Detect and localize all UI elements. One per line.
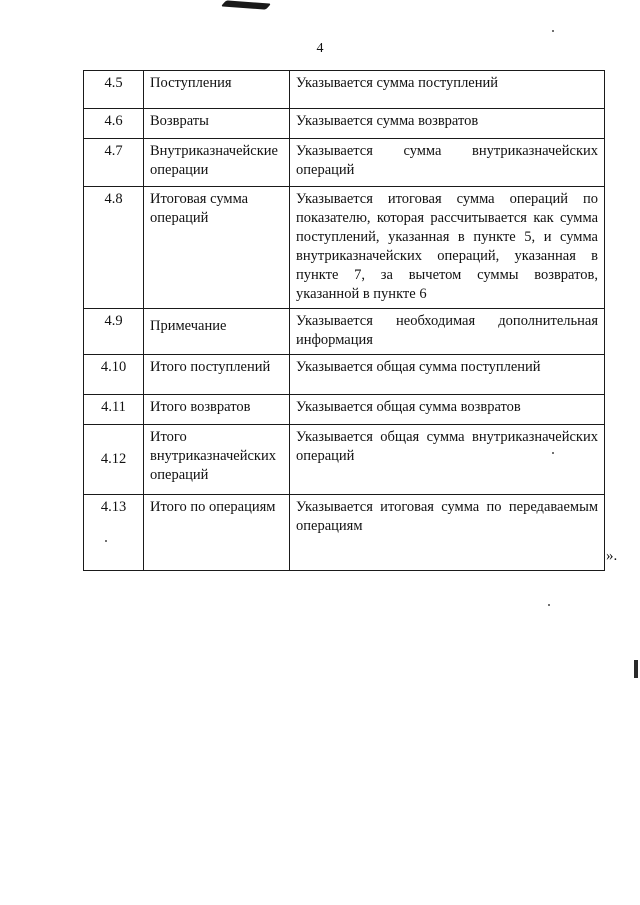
table-row bbox=[84, 495, 605, 571]
row-number: 4.6 bbox=[84, 109, 144, 139]
row-number: 4.7 bbox=[84, 139, 144, 187]
row-number: 4.13 bbox=[84, 495, 144, 571]
table-row bbox=[84, 395, 605, 425]
row-name: Итого возвратов bbox=[144, 395, 290, 425]
row-description: Указывается сумма поступлений bbox=[290, 71, 605, 109]
row-number: 4.11 bbox=[84, 395, 144, 425]
page-number: 4 bbox=[316, 41, 324, 56]
row-number: 4.10 bbox=[84, 355, 144, 395]
table-row bbox=[84, 71, 605, 109]
scan-mark-top bbox=[221, 0, 272, 9]
row-description: Указывается общая сумма возвратов bbox=[290, 395, 605, 425]
row-name: Итоговая сумма операций bbox=[144, 187, 290, 309]
table-row bbox=[84, 109, 605, 139]
row-description: Указывается сумма внутриказначейских операций bbox=[290, 139, 605, 187]
row-number: 4.5 bbox=[84, 71, 144, 109]
row-name: Итого внутриказначейских операций bbox=[144, 425, 290, 495]
row-description: Указывается необходимая дополнительная информация bbox=[290, 309, 605, 355]
closing-quote: ». bbox=[606, 548, 618, 564]
row-name: Поступления bbox=[144, 71, 290, 109]
operations-table bbox=[83, 70, 605, 571]
row-description: Указывается сумма возвратов bbox=[290, 109, 605, 139]
scan-mark-right bbox=[634, 660, 638, 678]
row-name: Примечание bbox=[144, 309, 290, 355]
table-row bbox=[84, 425, 605, 495]
table-row bbox=[84, 187, 605, 309]
scan-speck bbox=[552, 30, 554, 32]
row-name: Итого поступлений bbox=[144, 355, 290, 395]
row-name: Итого по операциям bbox=[144, 495, 290, 571]
row-description: Указывается итоговая сумма по передаваемым операциям bbox=[290, 495, 605, 571]
row-name: Возвраты bbox=[144, 109, 290, 139]
scan-speck bbox=[548, 604, 550, 606]
row-number: 4.12 bbox=[84, 425, 144, 495]
row-number: 4.8 bbox=[84, 187, 144, 309]
table-row bbox=[84, 309, 605, 355]
row-description: Указывается итоговая сумма операций по показателю, которая рассчитывается как сумма поступлений, указанная в пункте 5, и сумма внутриказначейских операций, указанная в пункте 7, за вычетом суммы возвратов, указанной в пункте 6 bbox=[290, 187, 605, 309]
row-name: Внутриказначейские операции bbox=[144, 139, 290, 187]
row-number: 4.9 bbox=[84, 309, 144, 355]
row-description: Указывается общая сумма поступлений bbox=[290, 355, 605, 395]
row-description: Указывается общая сумма внутриказначейских операций bbox=[290, 425, 605, 495]
table-row bbox=[84, 355, 605, 395]
table-row bbox=[84, 139, 605, 187]
